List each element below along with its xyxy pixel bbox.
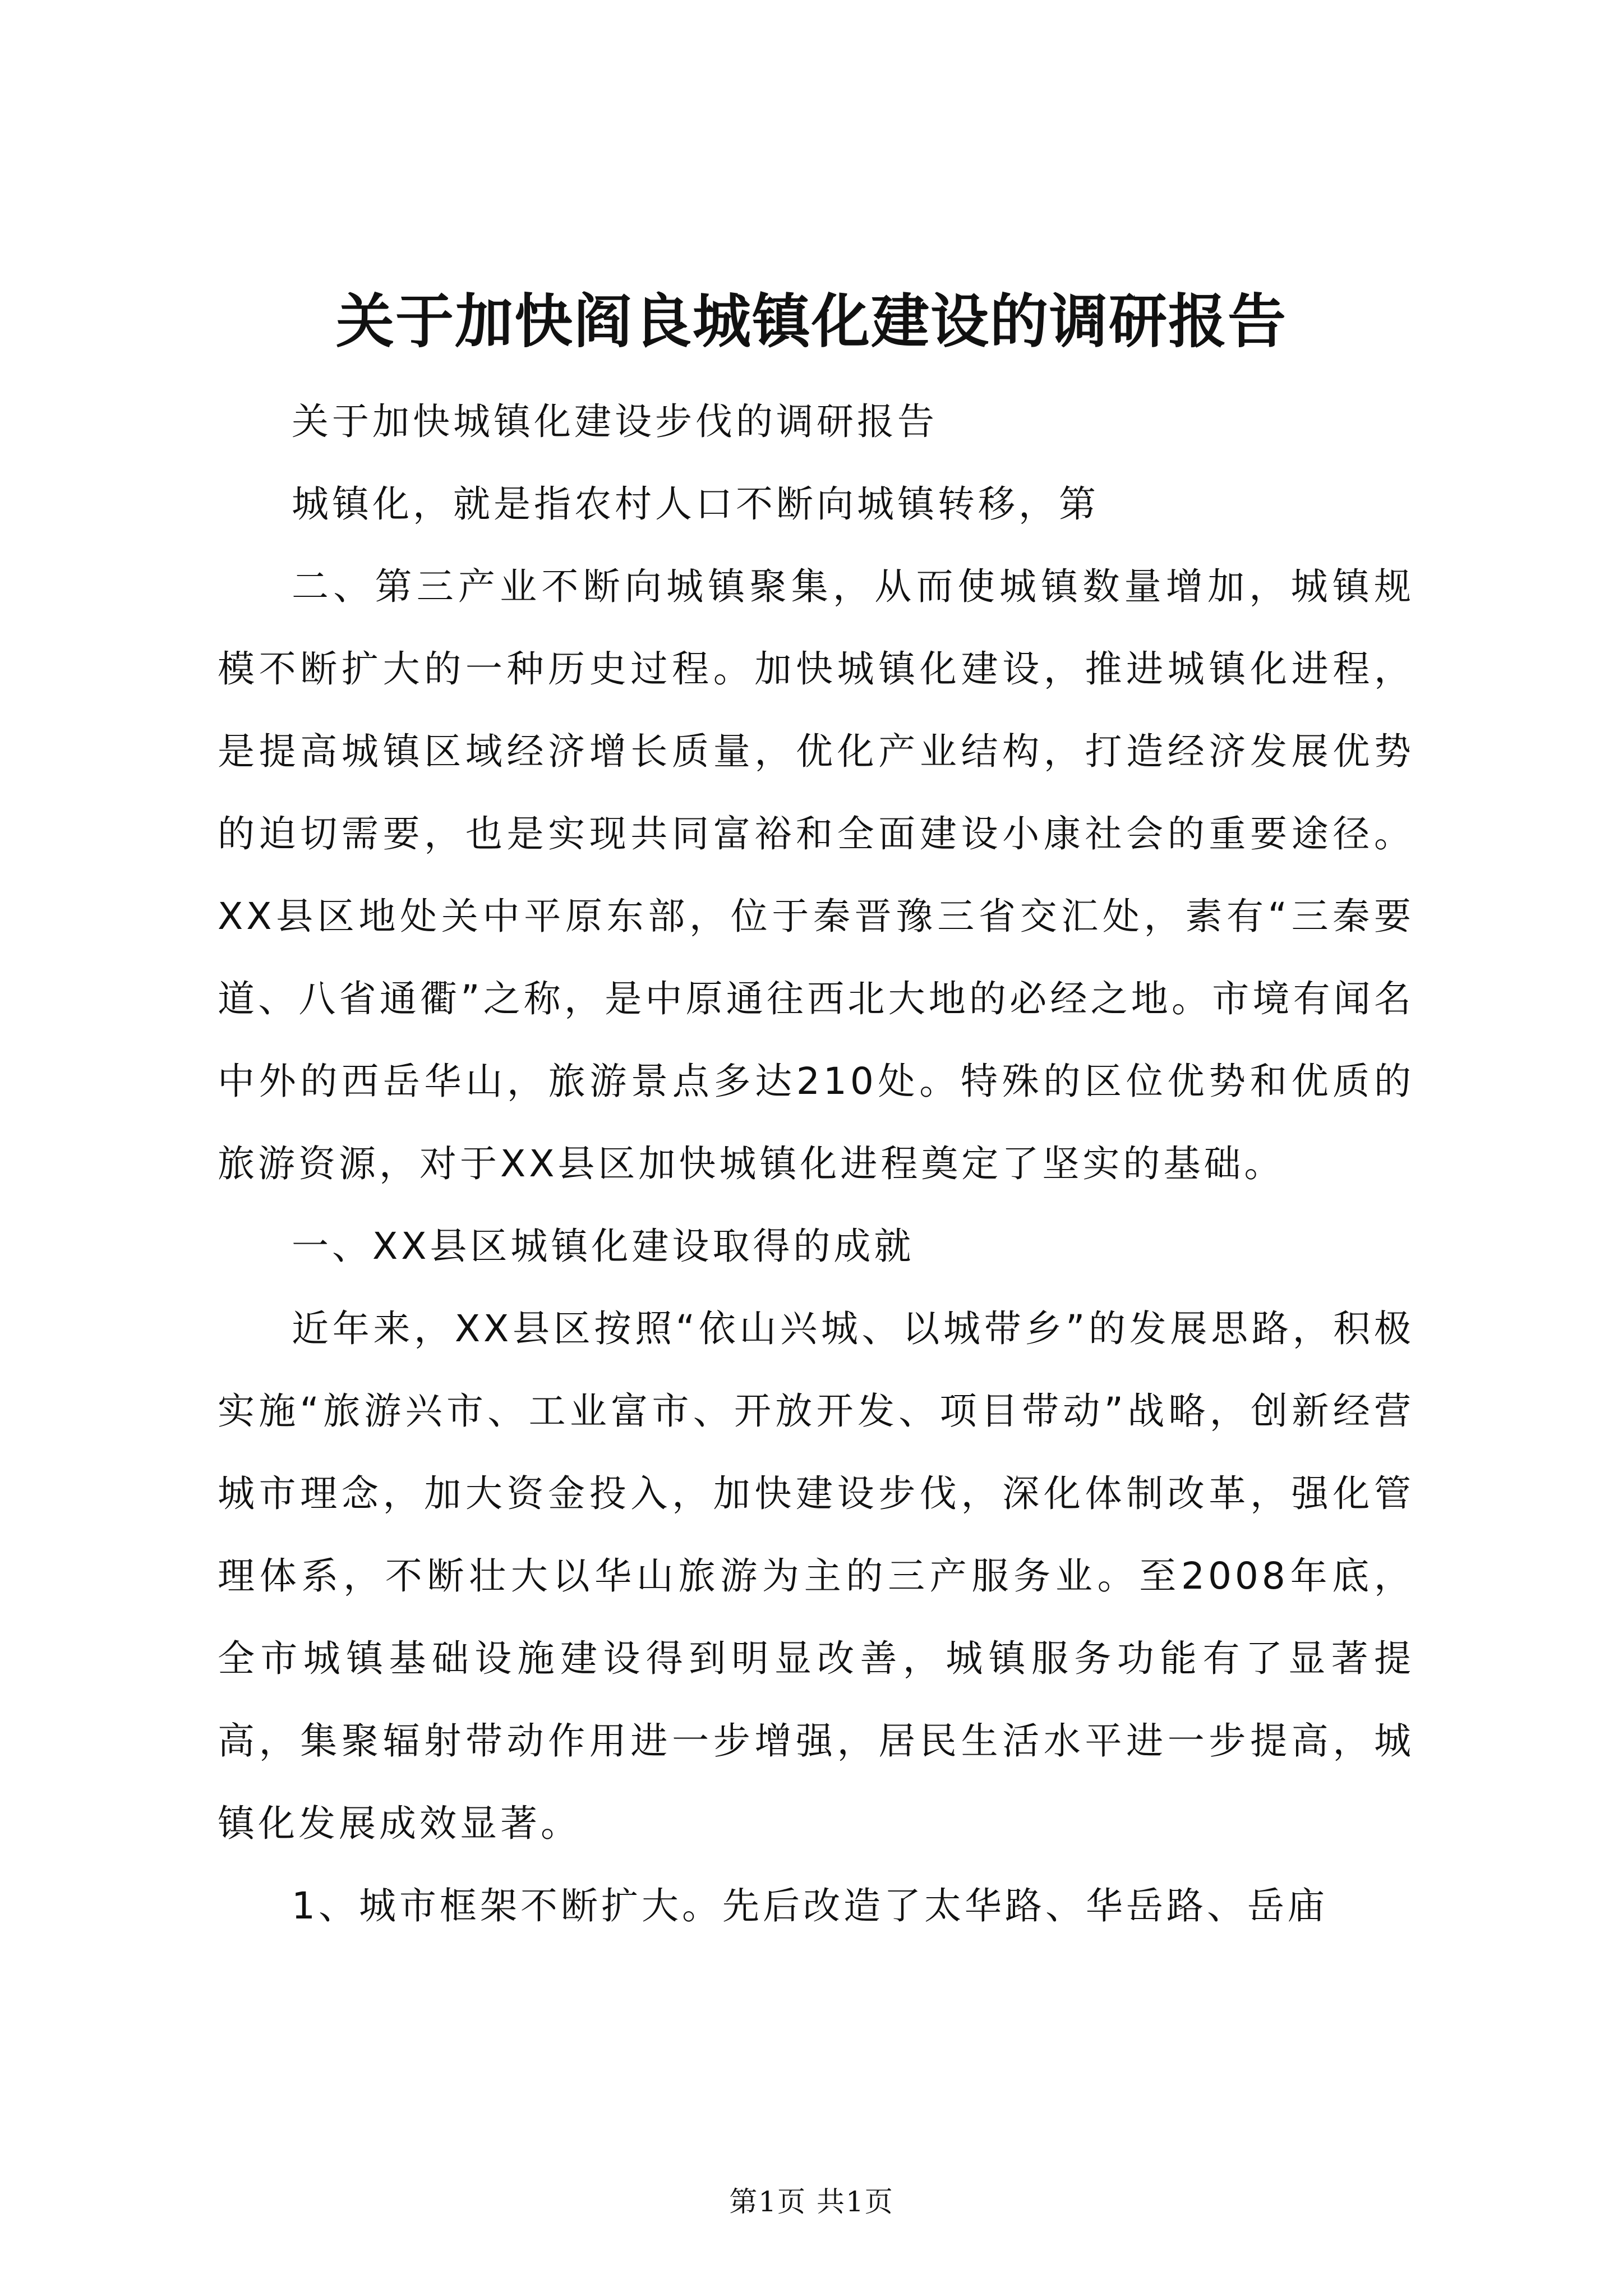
section-heading-achievements: 一、XX县区城镇化建设取得的成就: [292, 1225, 915, 1268]
paragraph-background: 二、第三产业不断向城镇聚集，从而使城镇数量增加，城镇规模不断扩大的一种历史过程。加快城镇化建设，推进城镇化进程，是提高城镇区域经济增长质量，优化产业结构，打造经济发展优势的迫切需要，也是实现共同富裕和全面建设小康社会的重要途径。XX县区地处关中平原东部，位于秦晋豫三省交汇处，素有“三秦要道、八省通衢”之称，是中原通往西北大地的必经之地。市境有闻名中外的西岳华山，旅游景点多达210处。特殊的区位优势和优质的旅游资源，对于XX县区加快城镇化进程奠定了坚实的基础。: [218, 565, 1414, 1185]
document-body: [218, 380, 1414, 1947]
paragraph-achievements: 近年来，XX县区按照“依山兴城、以城带乡”的发展思路，积极实施“旅游兴市、工业富市、开放开发、项目带动”战略，创新经营城市理念，加大资金投入，加快建设步伐，深化体制改革，强化管理体系，不断壮大以华山旅游为主的三产服务业。至2008年底，全市城镇基础设施建设得到明显改善，城镇服务功能有了显著提高，集聚辐射带动作用进一步增强，居民生活水平进一步提高，城镇化发展成效显著。: [218, 1307, 1414, 1845]
page-footer: 第1页 共1页: [729, 2185, 894, 2218]
paragraph-definition: 城镇化，就是指农村人口不断向城镇转移，第: [292, 482, 1099, 526]
paragraph-city-framework: 1、城市框架不断扩大。先后改造了太华路、华岳路、岳庙: [292, 1884, 1328, 1927]
paragraph-subtitle: 关于加快城镇化建设步伐的调研报告: [292, 400, 938, 443]
document-title: 关于加快阎良城镇化建设的调研报告: [335, 287, 1287, 356]
